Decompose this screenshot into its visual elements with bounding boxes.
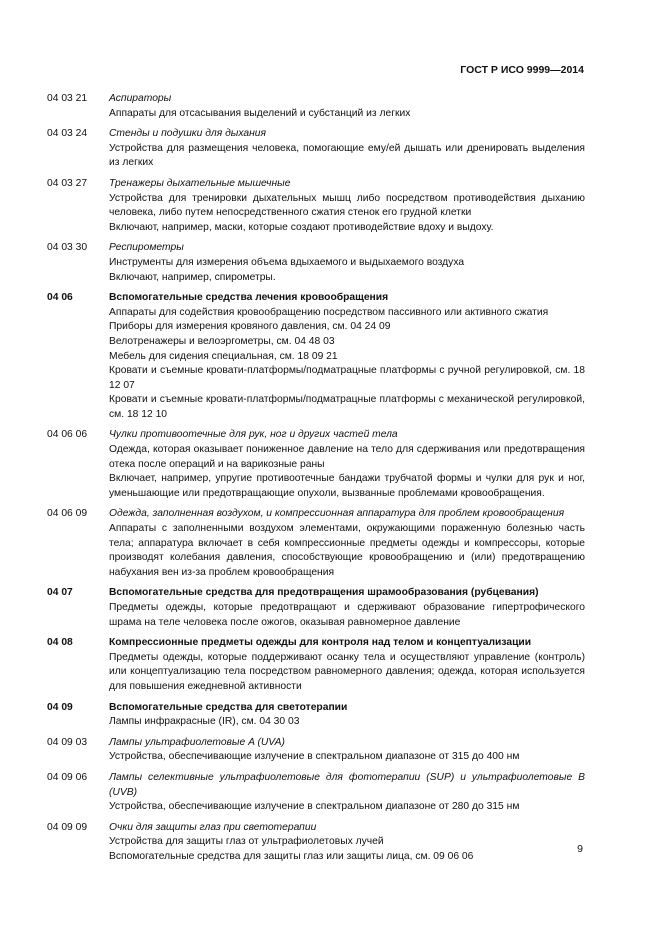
entry-title: Стенды и подушки для дыхания: [109, 128, 267, 140]
entry-code: 04 09 03: [47, 736, 88, 748]
classification-entry: [47, 177, 585, 235]
entry-code: 04 09 09: [47, 821, 88, 833]
classification-entry: [47, 291, 585, 422]
classification-entry: [47, 636, 585, 694]
entry-code: 04 06 06: [47, 429, 88, 441]
entry-text-line: Лампы инфракрасные (IR), см. 04 30 03: [109, 716, 300, 728]
entry-text-line: Аппараты для содействия кровообращению посредством пассивного или активного сжатия: [109, 306, 549, 318]
classification-entry: [47, 127, 585, 171]
entry-body: [109, 92, 585, 121]
entry-title: Чулки противоотечные для рук, ног и других частей тела: [109, 429, 398, 441]
entry-text-line: Предметы одежды, которые предотвращают и сдерживают образование гипертрофического шрама на теле человека после ожогов, оказывая равномерное давление: [109, 602, 585, 628]
classification-entry: [47, 507, 585, 580]
entry-title: Респирометры: [109, 242, 184, 254]
entry-body: [109, 241, 585, 285]
entry-body: [109, 821, 585, 865]
entry-body: [109, 291, 585, 422]
entry-body: [109, 177, 585, 235]
entry-text-line: Аппараты для отсасывания выделений и субстанций из легких: [109, 107, 411, 119]
entry-title: Одежда, заполненная воздухом, и компрессионная аппаратура для проблем кровообращения: [109, 508, 565, 520]
entry-code: 04 03 21: [47, 93, 88, 104]
entry-text-line: Включают, например, спирометры.: [109, 271, 276, 283]
entry-code: 04 07: [47, 587, 73, 599]
entry-text-line: Устройства, обеспечивающие излучение в спектральном диапазоне от 280 до 315 нм: [109, 801, 520, 813]
entry-body: [109, 507, 585, 580]
entry-text-line: Предметы одежды, которые поддерживают осанку тела и осуществляют управление (контроль) или концептуализацию тела посредством равномерного давления; одежда, которая используется для повышения ежедневной активности: [109, 651, 585, 692]
entries-list: [47, 92, 585, 871]
entry-text-line: Инструменты для измерения объема вдыхаемого и выдыхаемого воздуха: [109, 256, 465, 268]
entry-code: 04 03 27: [47, 177, 88, 189]
entry-title: Аспираторы: [109, 93, 172, 104]
classification-entry: [47, 736, 585, 765]
classification-entry: [47, 92, 585, 121]
entry-code: 04 03 24: [47, 128, 88, 140]
classification-entry: [47, 241, 585, 285]
entry-title: Вспомогательные средства для светотерапии: [109, 701, 348, 713]
classification-entry: [47, 586, 585, 630]
entry-text-line: Велотренажеры и велоэргометры, см. 04 48 03: [109, 335, 335, 347]
entry-body: [109, 428, 585, 501]
entry-body: [109, 127, 585, 171]
entry-code: 04 09 06: [47, 771, 88, 783]
classification-entry: [47, 771, 585, 815]
entry-text-line: Включает, например, упругие противоотечные бандажи трубчатой формы и чулки для рук и ног, уменьшающие или предотвращающие опухоли, вызванные проблемами кровообращения.: [109, 473, 585, 499]
entry-text-line: Устройства для размещения человека, помогающие ему/ей дышать или дренировать выделения из легких: [109, 142, 585, 169]
entry-body: [109, 701, 585, 730]
entry-title: Очки для защиты глаз при светотерапии: [109, 821, 317, 833]
entry-title: Вспомогательные средства лечения кровообращения: [109, 292, 389, 304]
entry-title: Лампы селективные ультрафиолетовые для фототерапии (SUP) и ультрафиолетовые B (UVB): [109, 771, 585, 798]
entry-text-line: Аппараты с заполненными воздухом элементами, окружающими пораженную болезнью часть тела; аппаратура включает в себя компрессионные предметы одежды и компрессоры, которые производят колебания давления, способствующие кровообращению и (или) предотвращению набухания вен из-за проблем кровообращения: [109, 523, 585, 578]
entry-title: Тренажеры дыхательные мышечные: [109, 177, 291, 189]
classification-entry: [47, 821, 585, 865]
entry-code: 04 06 09: [47, 508, 88, 520]
entry-body: [109, 586, 585, 630]
entry-body: [109, 636, 585, 694]
entry-text-line: Мебель для сидения специальная, см. 18 09 21: [109, 350, 338, 362]
entry-title: Компрессионные предметы одежды для контроля над телом и концептуализации: [109, 637, 532, 649]
entry-text-line: Приборы для измерения кровяного давления, см. 04 24 09: [109, 321, 391, 333]
entry-title: Вспомогательные средства для предотвращения шрамообразования (рубцевания): [109, 587, 539, 599]
entry-text-line: Устройства для защиты глаз от ультрафиолетовых лучей: [109, 836, 384, 848]
entry-text-line: Включают, например, маски, которые создают противодействие вдоху и выдоху.: [109, 221, 494, 233]
entry-text-line: Вспомогательные средства для защиты глаз или защиты лица, см. 09 06 06: [109, 850, 474, 862]
entry-text-line: Одежда, которая оказывает пониженное давление на тело для сдерживания или предотвращения отека после операций и на варикозные раны: [109, 444, 585, 470]
classification-entry: [47, 701, 585, 730]
document-header: ГОСТ Р ИСО 9999—2014: [460, 64, 584, 76]
entry-code: 04 08: [47, 637, 73, 649]
entry-title: Лампы ультрафиолетовые A (UVA): [109, 736, 285, 748]
entry-code: 04 03 30: [47, 242, 88, 254]
entry-body: [109, 736, 585, 765]
entry-body: [109, 771, 585, 815]
entry-text-line: Устройства, обеспечивающие излучение в спектральном диапазоне от 315 до 400 нм: [109, 751, 520, 763]
entry-text-line: Устройства для тренировки дыхательных мышц либо посредством противодействия дыханию человека, либо путем непосредственного сжатия стенок его грудной клетки: [109, 192, 585, 219]
entry-text-line: Кровати и съемные кровати-платформы/подматрацные платформы с механической регулировкой, см. 18 12 10: [109, 394, 585, 420]
entry-text-line: Кровати и съемные кровати-платформы/подматрацные платформы с ручной регулировкой, см. 18 12 07: [109, 365, 585, 391]
entry-code: 04 06: [47, 292, 73, 304]
page-number: 9: [577, 843, 583, 855]
entry-code: 04 09: [47, 701, 73, 713]
classification-entry: [47, 428, 585, 501]
